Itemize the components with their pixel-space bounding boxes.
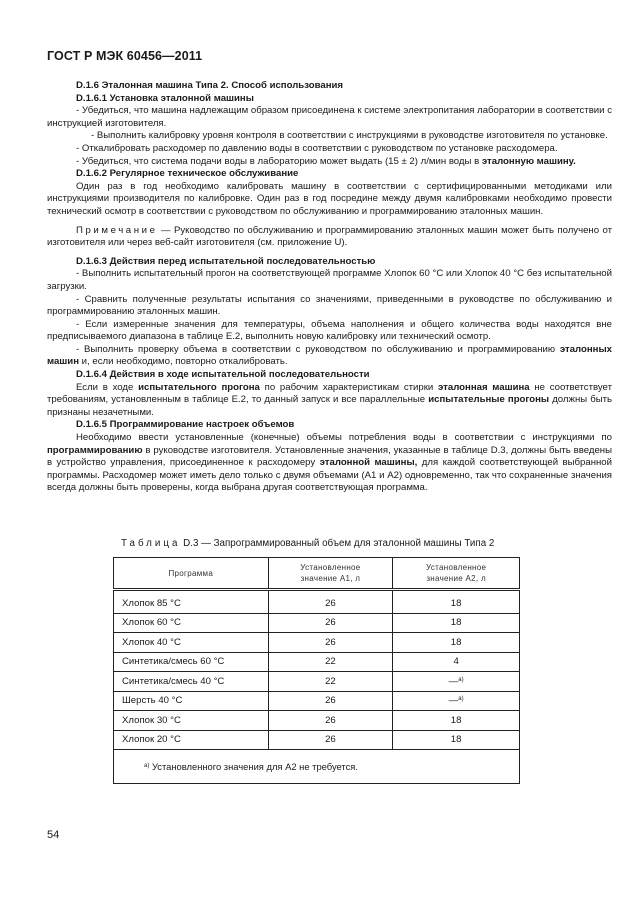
paragraph: - Убедиться, что машина надлежащим образом присоединена к системе электропитания лаборатории в соответствии с инструкцией изготовителя. bbox=[47, 105, 612, 129]
program-cell: Хлопок 30 °С bbox=[114, 711, 269, 731]
document-header: ГОСТ Р МЭК 60456—2011 bbox=[47, 49, 203, 63]
page-number: 54 bbox=[47, 829, 60, 841]
paragraph: Необходимо ввести установленные (конечные) объемы потребления воды в соответствии с инструкциями по программированию в руководстве изготовителя. Установленные значения, указанные в таблице D.3, должны быть введены в устройство управления, присоединенное к расходомеру эталонной машины, для каждой соответствующей выбранной программы. Расходомер может иметь дело только с двумя объемами (А1 и А2) одновременно, так что сохраненные значения всегда должны быть проверены, когда выбрана другая соответствующая программа. bbox=[47, 432, 612, 494]
note: Примечание — Руководство по обслуживанию и программированию эталонных машин может быть получено от изготовителя или через веб-сайт изготовителя (см. приложение U). bbox=[47, 224, 612, 249]
term-bold: эталонных машин bbox=[47, 343, 612, 368]
term-bold: эталонная машина bbox=[438, 381, 530, 393]
table-row bbox=[114, 711, 520, 731]
a1-cell: 26 bbox=[268, 633, 393, 653]
program-cell: Хлопок 85 °С bbox=[114, 590, 269, 614]
a2-cell: 18 bbox=[393, 711, 520, 731]
term-bold: эталонной машины, bbox=[319, 457, 418, 469]
paragraph: - Выполнить калибровку уровня контроля в соответствии с инструкциями в руководстве изготовителя по установке. bbox=[91, 130, 608, 142]
a2-cell: 18 bbox=[393, 730, 520, 750]
a2-cell: 18 bbox=[393, 633, 520, 653]
term-bold: эталонную машину. bbox=[481, 155, 576, 167]
table-caption-label: Таблица bbox=[121, 538, 181, 549]
section-heading-d164: D.1.6.4 Действия в ходе испытательной последовательности bbox=[76, 369, 370, 381]
table-row bbox=[114, 672, 520, 692]
column-header-a1: Установленное значение А1, л bbox=[268, 558, 393, 590]
program-cell: Хлопок 20 °С bbox=[114, 730, 269, 750]
program-cell: Синтетика/смесь 40 °С bbox=[114, 672, 269, 692]
a1-cell: 26 bbox=[268, 711, 393, 731]
table-row bbox=[114, 633, 520, 653]
a2-cell: —$^{а)}$ bbox=[393, 672, 520, 692]
table-footnote: $^{а)}$ Установленного значения для А2 не требуется. bbox=[114, 750, 520, 784]
a2-cell: 18 bbox=[393, 613, 520, 633]
a2-cell: 18 bbox=[393, 590, 520, 614]
a1-cell: 26 bbox=[268, 691, 393, 711]
paragraph: - Убедиться, что система подачи воды в лабораторию может выдать (15 ± 2) л/мин воды в эталонную машину. bbox=[76, 155, 576, 167]
paragraph: Если в ходе испытательного прогона по рабочим характеристикам стирки эталонная машина не соответствует требованиям, установленным в таблице Е.2, то данный запуск и все параллельные испытательные прогоны должны быть признаны незачетными. bbox=[47, 381, 612, 418]
program-cell: Шерсть 40 °С bbox=[114, 691, 269, 711]
paragraph: - Откалибровать расходомер по давлению воды в соответствии с руководством по установке расходомера. bbox=[76, 142, 558, 154]
paragraph: - Выполнить проверку объема в соответствии с руководством по обслуживанию и программированию эталонных машин и, если необходимо, повторно откалибровать. bbox=[47, 343, 612, 368]
table-row bbox=[114, 613, 520, 633]
document-body bbox=[47, 80, 612, 495]
column-header-a2: Установленное значение А2, л bbox=[393, 558, 520, 590]
paragraph: Один раз в год необходимо калибровать машину в соответствии с сертифицированными методиками или инструкциями производителя по калибровке. Один раз в год посредине между двумя калибровками необходимо провести технический осмотр в соответствии с руководством по обслуживанию и программированию эталонных машин. bbox=[47, 180, 612, 217]
a2-cell: 4 bbox=[393, 652, 520, 672]
term-bold: испытательные прогоны bbox=[428, 394, 550, 406]
table-row bbox=[114, 691, 520, 711]
term-bold: программированию bbox=[47, 444, 143, 456]
paragraph: - Выполнить испытательный прогон на соответствующей программе Хлопок 60 °С или Хлопок 40 °С без испытательной загрузки. bbox=[47, 268, 612, 292]
paragraph: - Если измеренные значения для температуры, объема наполнения и общего количества воды находятся вне предписываемого диапазона в таблице Е.2, выполнить новую калибровку или технический осмотр. bbox=[47, 318, 612, 343]
footnote-mark: а) bbox=[144, 763, 150, 769]
term-bold: испытательного прогона bbox=[138, 381, 260, 393]
table-row bbox=[114, 652, 520, 672]
table-caption: Таблица D.3 — Запрограммированный объем для эталонной машины Типа 2 bbox=[121, 538, 495, 549]
section-heading-d161: D.1.6.1 Установка эталонной машины bbox=[76, 92, 254, 104]
program-cell: Хлопок 60 °С bbox=[114, 613, 269, 633]
a1-cell: 22 bbox=[268, 672, 393, 692]
table-row bbox=[114, 590, 520, 614]
note-label: Примечание bbox=[76, 224, 158, 236]
section-heading-d163: D.1.6.3 Действия перед испытательной последовательностью bbox=[76, 255, 376, 267]
a2-cell: —$^{а)}$ bbox=[393, 691, 520, 711]
table-footnote-row bbox=[114, 750, 520, 784]
a1-cell: 26 bbox=[268, 590, 393, 614]
section-heading-d162: D.1.6.2 Регулярное техническое обслуживание bbox=[76, 168, 299, 180]
table-row bbox=[114, 730, 520, 750]
column-header-program: Программа bbox=[114, 558, 269, 590]
a1-cell: 26 bbox=[268, 613, 393, 633]
footnote-ref: а) bbox=[458, 676, 464, 683]
program-cell: Хлопок 40 °С bbox=[114, 633, 269, 653]
volume-table bbox=[113, 557, 520, 784]
table-header-row bbox=[114, 558, 520, 590]
footnote-ref: а) bbox=[458, 696, 464, 703]
section-heading-d16: D.1.6 Эталонная машина Типа 2. Способ использования bbox=[76, 80, 343, 91]
a1-cell: 26 bbox=[268, 730, 393, 750]
paragraph: - Сравнить полученные результаты испытания со значениями, приведенными в руководстве по обслуживанию и программированию эталонных машин. bbox=[47, 293, 612, 318]
a1-cell: 22 bbox=[268, 652, 393, 672]
program-cell: Синтетика/смесь 60 °С bbox=[114, 652, 269, 672]
section-heading-d165: D.1.6.5 Программирование настроек объемов bbox=[76, 419, 295, 431]
